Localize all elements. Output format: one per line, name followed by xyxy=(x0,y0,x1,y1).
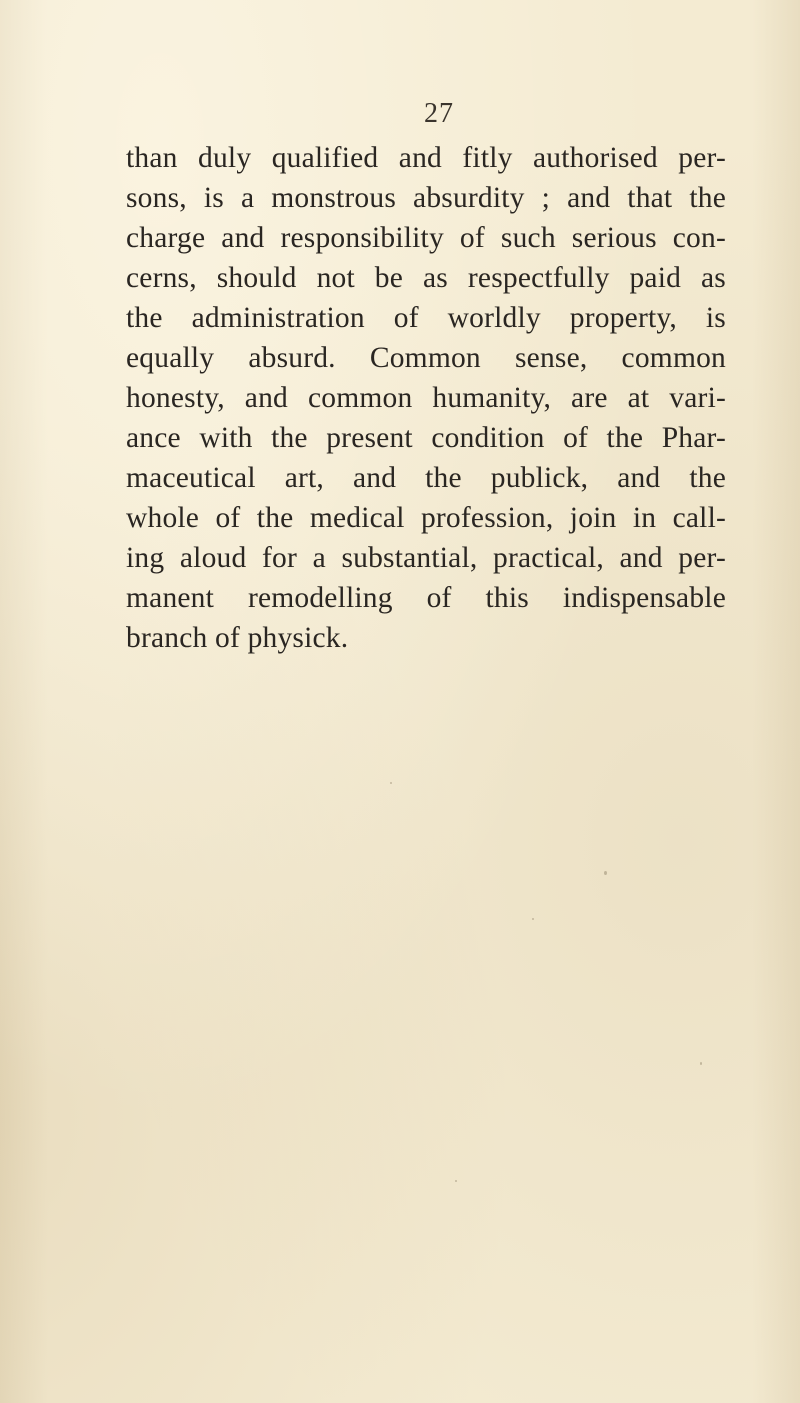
text-line: than duly qualified and fitly authorised per- xyxy=(126,142,726,174)
paper-speck xyxy=(700,1062,702,1065)
paper-speck xyxy=(532,918,534,920)
text-line: charge and responsibility of such serious con- xyxy=(126,222,726,254)
text-line: honesty, and common humanity, are at vari- xyxy=(126,382,726,414)
text-line: ing aloud for a substantial, practical, and per- xyxy=(126,542,726,574)
page-number: 27 xyxy=(424,98,454,129)
paper-speck xyxy=(455,1180,457,1182)
text-line: ance with the present condition of the Phar- xyxy=(126,422,726,454)
body-text xyxy=(126,138,726,658)
paper-speck xyxy=(390,782,392,784)
text-line: whole of the medical profession, join in call- xyxy=(126,502,726,534)
text-line: cerns, should not be as respectfully paid as xyxy=(126,262,726,294)
text-line: equally absurd. Common sense, common xyxy=(126,342,726,374)
text-line: sons, is a monstrous absurdity ; and that the xyxy=(126,182,726,214)
text-line: branch of physick. xyxy=(126,622,349,654)
text-line: the administration of worldly property, is xyxy=(126,302,726,334)
text-line: maceutical art, and the publick, and the xyxy=(126,462,726,494)
text-line: manent remodelling of this indispensable xyxy=(126,582,726,614)
paper-speck xyxy=(604,871,607,875)
